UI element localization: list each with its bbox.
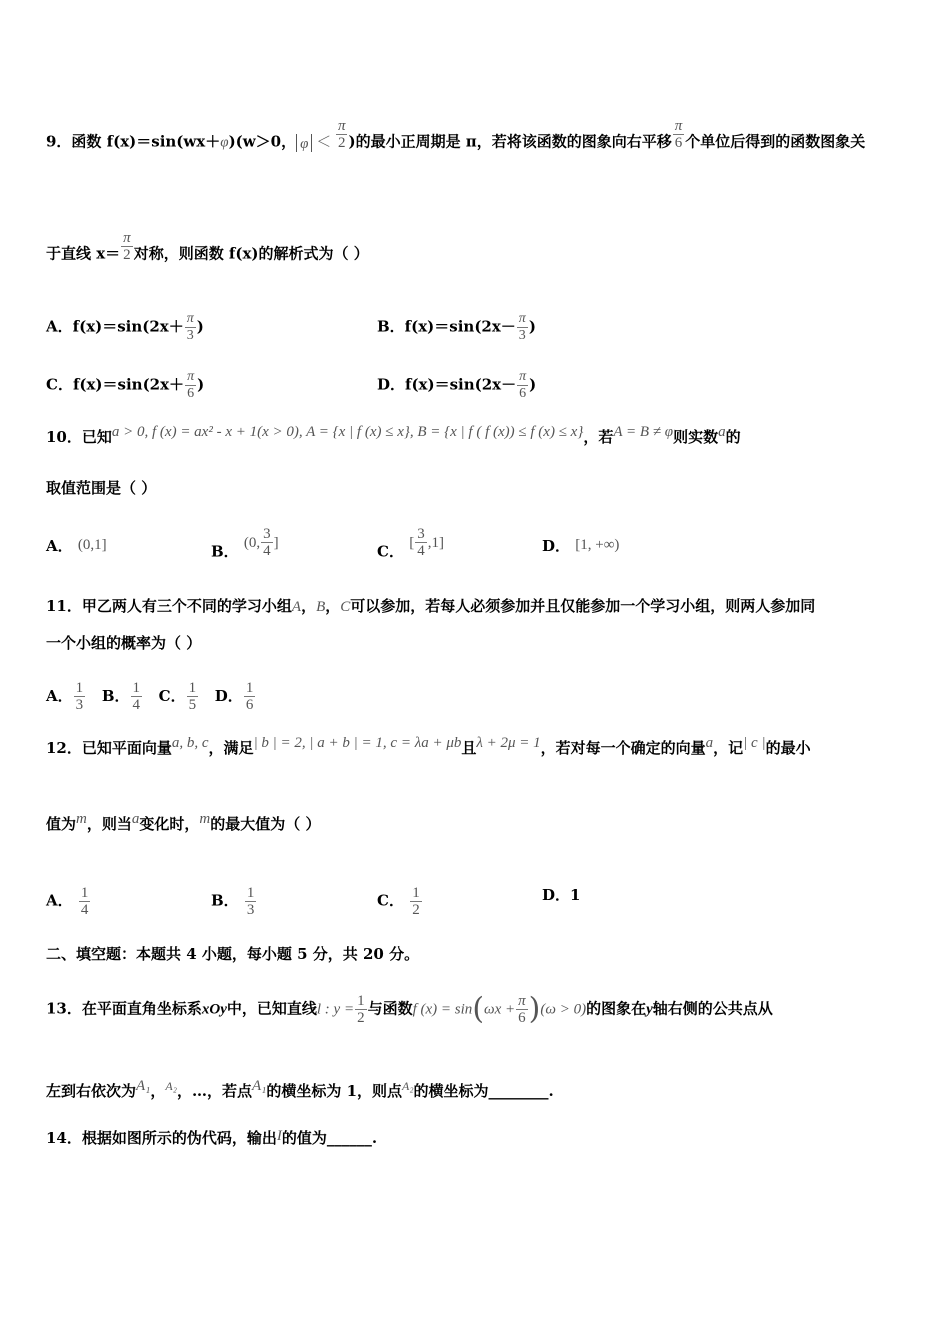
fraction-pi-6: $\frac{\pi}{6}$ — [674, 118, 683, 151]
q9-option-b: B．f(x)＝sin(2x－ $\frac{\pi}{3}$ ) — [377, 311, 536, 343]
q9-option-d: D．f(x)＝sin(2x－ $\frac{\pi}{6}$ ) — [377, 369, 537, 401]
section-heading: 二、填空题：本题共 4 小题，每小题 5 分，共 20 分。 — [46, 945, 420, 963]
q9-option-a: A．f(x)＝sin(2x＋ $\frac{\pi}{3}$ ) — [46, 311, 204, 343]
abs-phi: φ — [296, 134, 312, 152]
q11-line1: 11．甲乙两人有三个不同的学习小组A，B，C可以参加，若每人必须参加并且仅能参加一个学习小组，则两人参加同 — [46, 597, 816, 615]
q9-line2: 于直线 x＝ $\frac{\pi}{2}$ 对称，则函数 f(x)的解析式为（ ） — [46, 230, 369, 263]
q11-option-a: A． $\frac{1}{3}$ — [46, 680, 84, 713]
fraction-pi-2: $\frac{\pi}{2}$ — [337, 118, 346, 151]
q12-line2: 值为m，则当a变化时，m的最大值为（ ） — [46, 811, 321, 833]
q10-option-d: D． [1, +∞) — [542, 537, 620, 555]
q13-line2: 左到右依次为A₁，$^{A_2}$，…，若点A₁的横坐标为 1，则点$^{A_2}$的横坐标为________. — [46, 1078, 554, 1100]
q12-option-d: D．1 — [542, 886, 581, 904]
q10-option-a: A． (0,1] — [46, 537, 107, 555]
q12-option-a: A． $\frac{1}{4}$ — [46, 885, 89, 918]
q10-line1: 10．已知a > 0, f (x) = ax² - x + 1(x > 0), A = {x | f (x) ≤ x}, B = {x | f ( f (x)) ≤ f (x) ≤ x}，若A = B ≠ φ则实数a的 — [46, 424, 741, 446]
q12-option-c: C． $\frac{1}{2}$ — [377, 885, 420, 918]
q11-option-c: C． $\frac{1}{5}$ — [158, 680, 197, 713]
q10-option-c: C． [ $\frac{3}{4}$ ,1] — [377, 526, 444, 561]
fraction: $\frac{\pi}{3}$ — [518, 311, 526, 343]
q10-math-definition: a > 0, f (x) = ax² - x + 1(x > 0), A = {x | f (x) ≤ x}, B = {x | f ( f (x)) ≤ f (x) ≤ x} — [111, 424, 584, 440]
q12-option-b: B． $\frac{1}{3}$ — [211, 885, 255, 918]
q11-line2: 一个小组的概率为（ ） — [46, 634, 202, 652]
q11-option-d: D． $\frac{1}{6}$ — [214, 680, 254, 713]
q12-line1: 12．已知平面向量a, b, c，满足| b | = 2, | a + b | = 1, c = λa + μb且λ + 2μ = 1，若对每一个确定的向量a，记| c |的最小 — [46, 735, 811, 757]
fraction: $\frac{\pi}{3}$ — [186, 311, 194, 343]
q10-option-b: B． (0, $\frac{3}{4}$ ] — [211, 526, 279, 561]
q11-options — [46, 680, 256, 713]
q13-line1: 13．在平面直角坐标系xOy中，已知直线l : y = $\frac{1}{2}$ 与函数f (x) = sin(ωx + $\frac{\pi}{6}$ )(ω > 0)的图象在y轴右侧的公共点从 — [46, 991, 773, 1027]
fraction-pi-2: $\frac{\pi}{2}$ — [123, 230, 131, 263]
q11-option-b: B． $\frac{1}{4}$ — [101, 680, 140, 713]
q9-line1: 9．函数 f(x)＝sin(wx＋φ)(w＞0， φ ＜ $\frac{\pi}{2}$ )的最小正周期是 π，若将该函数的图象向右平移 $\frac{\pi}{6}$ 个单位后得到的函数图象关 — [46, 118, 866, 152]
fraction: $\frac{\pi}{6}$ — [187, 369, 195, 401]
q14-line: 14．根据如图所示的伪代码，输出I的值为______. — [46, 1128, 378, 1147]
q10-line2: 取值范围是（ ） — [46, 479, 157, 497]
q9-option-c: C．f(x)＝sin(2x＋ $\frac{\pi}{6}$ ) — [46, 369, 205, 401]
fraction: $\frac{\pi}{6}$ — [519, 369, 527, 401]
